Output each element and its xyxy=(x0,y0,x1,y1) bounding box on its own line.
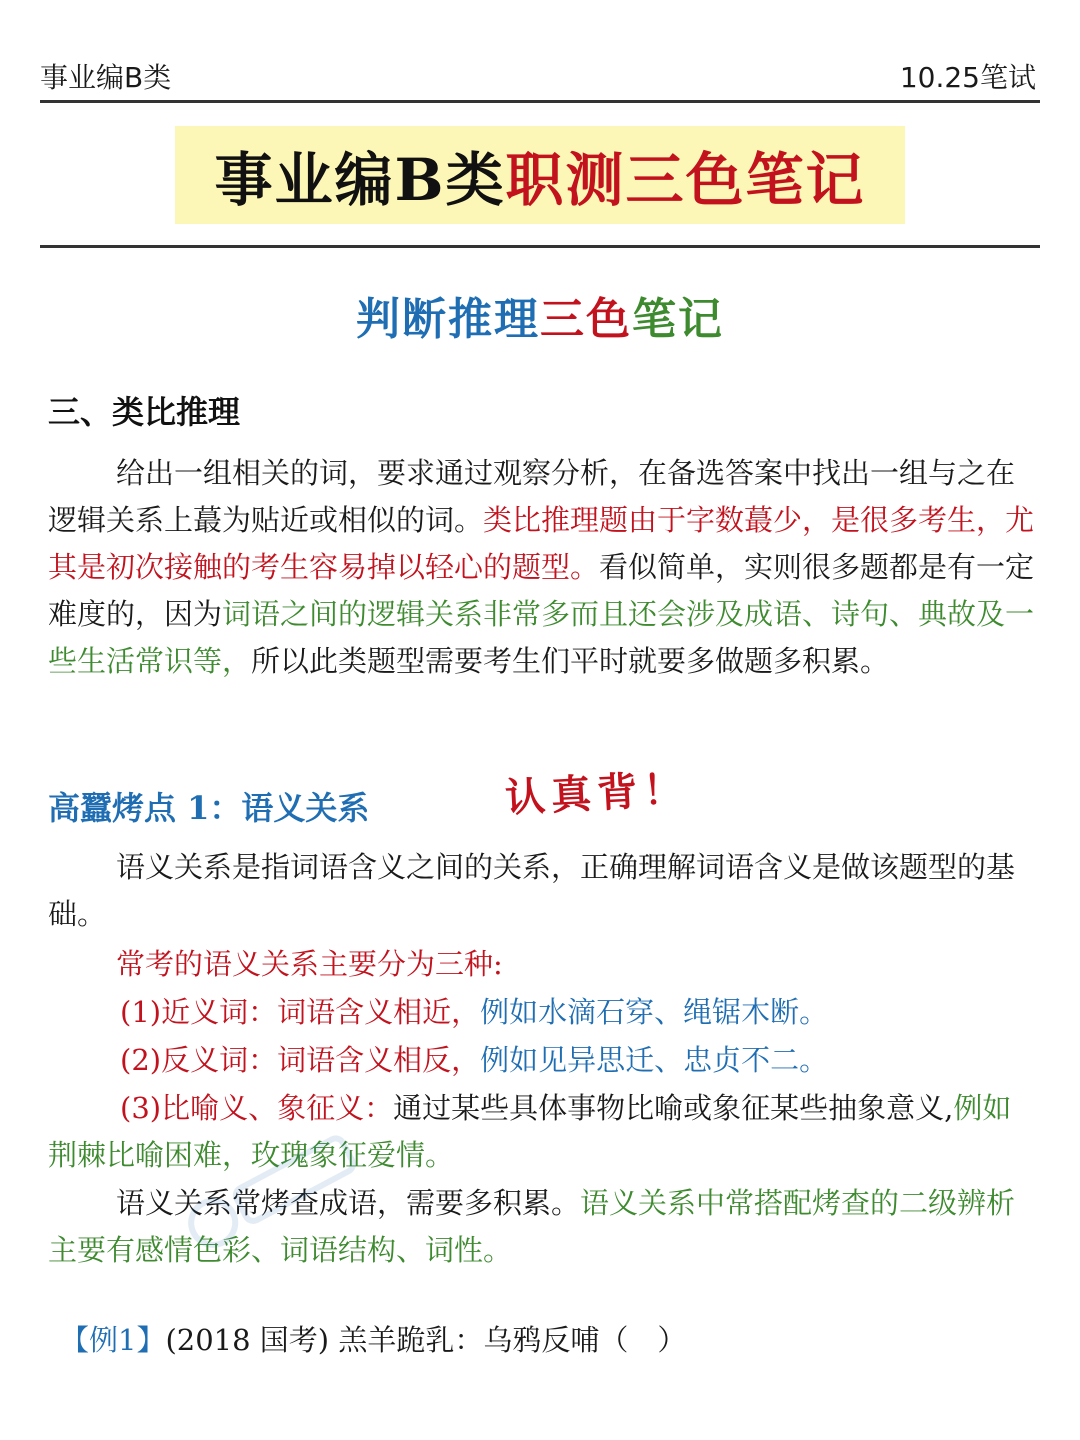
header-category: 事业编B类 xyxy=(40,61,172,94)
example-1 xyxy=(60,1318,686,1359)
intro-text-1: 给出一组相关的词，要求通过观察分析，在备选答案中找出一组与之在逻辑关系上蕞为贴近或相似的词。 xyxy=(48,456,1016,537)
type-item-2 xyxy=(120,1038,828,1079)
type-item-1-label: (1)近义词：词语含义相近， xyxy=(120,995,481,1029)
subtitle-green: 笔记 xyxy=(632,294,724,345)
subtitle-red: 三色 xyxy=(540,294,632,345)
header-exam-date: 10.25笔试 xyxy=(899,61,1036,94)
type-item-3-example: 例如荆棘比喻困难，玫瑰象征爱情。 xyxy=(48,1091,1012,1172)
type-item-3-label: (3)比喻义、象征义： xyxy=(120,1091,394,1125)
example-1-tag: 【例1】 xyxy=(60,1323,166,1357)
summary-text: 语义关系常烤查成语，需要多积累。 xyxy=(116,1186,581,1220)
intro-text-5: 所以此类题型需要考生们平时就要多做题多积累。 xyxy=(251,644,890,678)
section-title: 三、类比推理 xyxy=(48,393,241,431)
page-subtitle xyxy=(0,283,1080,347)
title-banner xyxy=(175,126,905,224)
subtitle-blue: 判断推理 xyxy=(356,294,540,345)
type-item-3 xyxy=(48,1085,1038,1179)
summary-text-green: 语义关系中常搭配烤查的二级辨析主要有感情色彩、词语结构、词性。 xyxy=(48,1186,1016,1267)
type-item-1 xyxy=(120,990,828,1031)
example-1-text: (2018 国考) 羔羊跪乳：乌鸦反哺（ ） xyxy=(165,1323,687,1357)
type-item-2-example: 例如见异思迁、忠贞不二。 xyxy=(480,1043,829,1077)
handwritten-note: 认真背！ xyxy=(504,766,691,822)
type-item-1-example: 例如水滴石穿、绳锯木断。 xyxy=(480,995,829,1029)
intro-text-green: 词语之间的逻辑关系非常多而且还会涉及成语、诗句、典故及一些生活常识等， xyxy=(48,597,1035,678)
header-rule xyxy=(40,100,1040,103)
intro-text-red: 类比推理题由于字数蕞少，是很多考生，尤其是初次接触的考生容易掉以轻心的题型。 xyxy=(48,503,1035,584)
intro-text-3: 看似简单，实则很多题都是有一定难度的，因为 xyxy=(48,550,1035,631)
point-description xyxy=(48,844,1038,938)
banner-title-red: 职测三色笔记 xyxy=(505,146,866,214)
intro-paragraph xyxy=(48,450,1038,685)
banner-title-black: 事业编B类 xyxy=(214,146,506,214)
types-intro: 常考的语义关系主要分为三种: xyxy=(116,947,503,981)
type-item-3-text: 通过某些具体事物比喻或象征某些抽象意义, xyxy=(393,1091,954,1125)
type-item-2-label: (2)反义词：词语含义相反， xyxy=(120,1043,481,1077)
point-desc-text: 语义关系是指词语含义之间的关系，正确理解词语含义是做该题型的基础。 xyxy=(48,850,1016,931)
banner-rule xyxy=(40,245,1040,248)
point-title: 高蠶烤点 1：语义关系 xyxy=(48,789,370,827)
